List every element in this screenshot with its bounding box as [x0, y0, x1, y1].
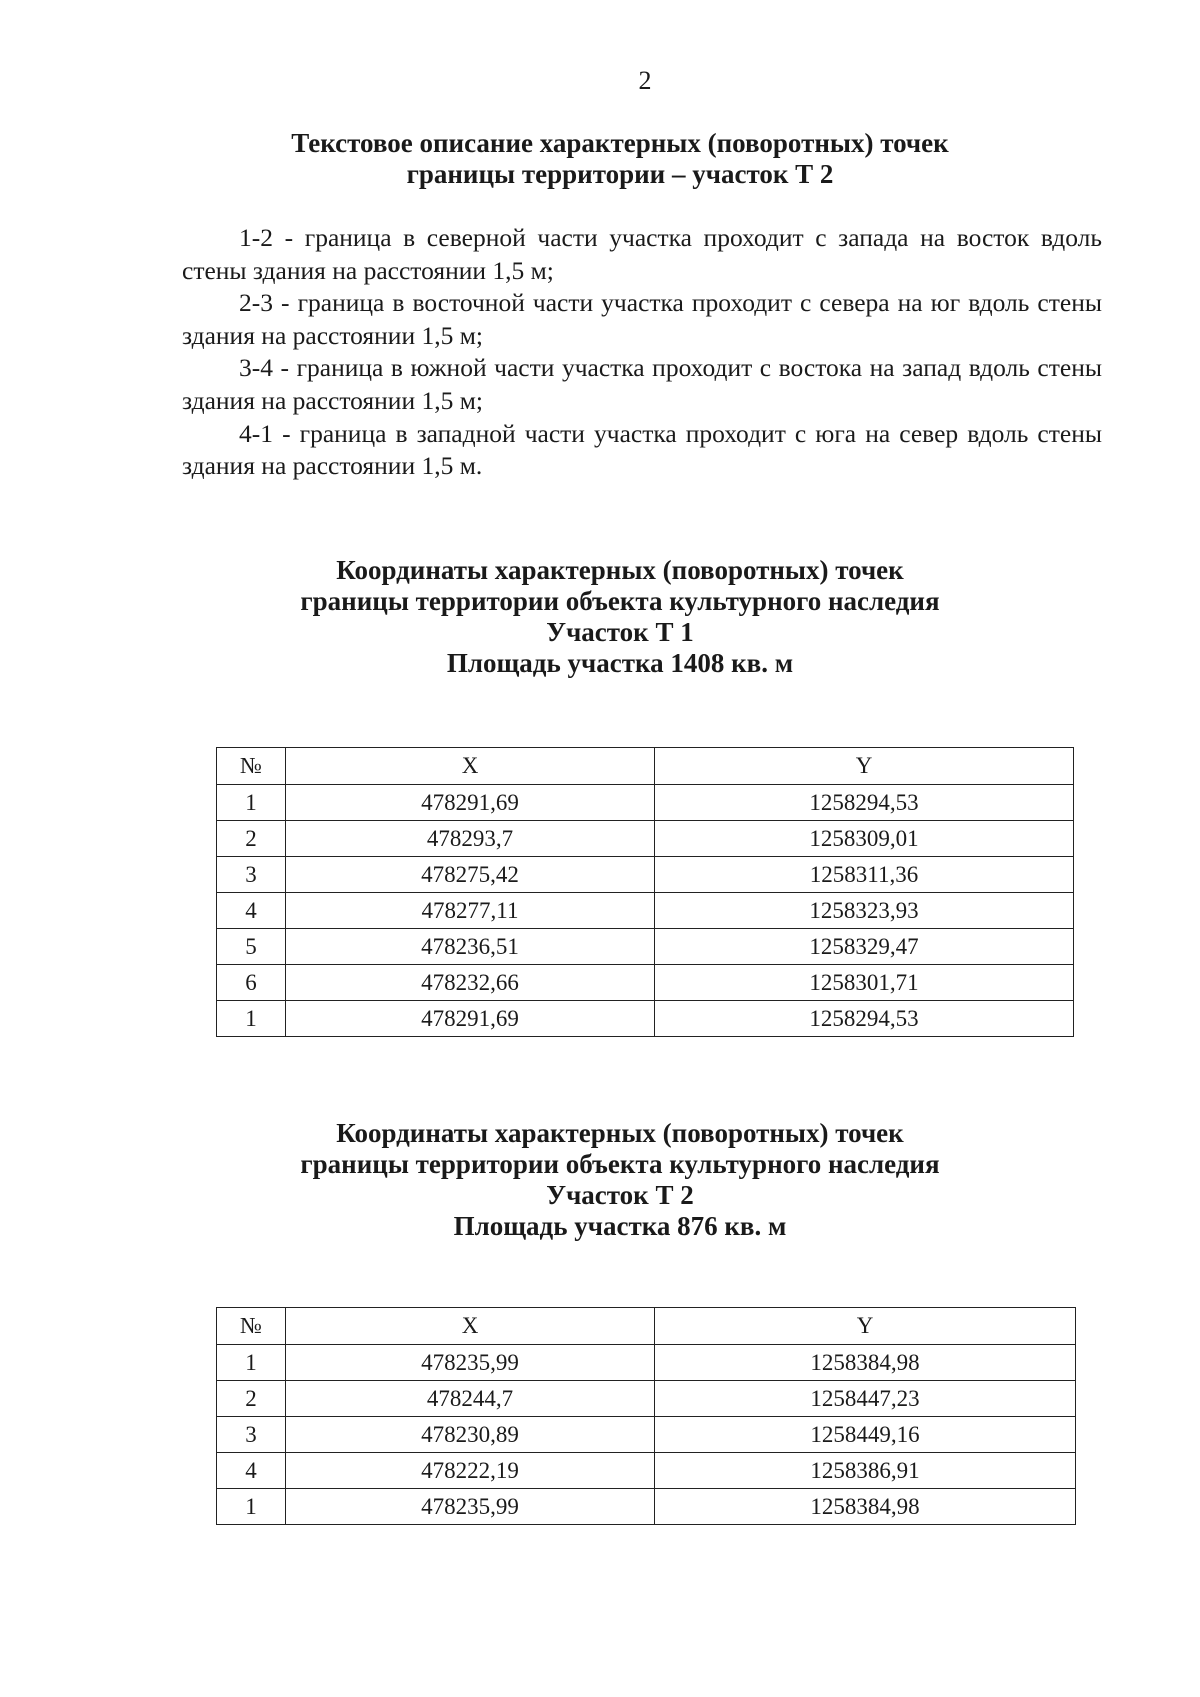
x-coordinate: 478230,89	[286, 1417, 655, 1453]
point-number: 1	[217, 1489, 286, 1525]
y-coordinate: 1258323,93	[655, 893, 1074, 929]
table-row	[217, 821, 1074, 857]
y-coordinate: 1258294,53	[655, 1001, 1074, 1037]
table-header-row	[217, 1308, 1076, 1345]
point-number: 2	[217, 821, 286, 857]
x-coordinate: 478275,42	[286, 857, 655, 893]
description-title-line: границы территории – участок Т 2	[406, 159, 834, 189]
x-coordinate: 478244,7	[286, 1381, 655, 1417]
table-row	[217, 1381, 1076, 1417]
x-coordinate: 478235,99	[286, 1345, 655, 1381]
x-coordinate: 478277,11	[286, 893, 655, 929]
point-number: 6	[217, 965, 286, 1001]
y-coordinate: 1258309,01	[655, 821, 1074, 857]
y-coordinate: 1258311,36	[655, 857, 1074, 893]
column-header-y: Y	[655, 748, 1074, 785]
boundary-paragraph: 1-2 - граница в северной части участка проходит с запада на восток вдоль стены здания на расстоянии 1,5 м;	[182, 223, 1102, 285]
y-coordinate: 1258384,98	[655, 1489, 1076, 1525]
plot-t2-title-line: Участок Т 2	[546, 1180, 694, 1210]
table-row	[217, 1453, 1076, 1489]
plot-t1-coordinates-table	[216, 747, 1074, 1037]
table-row	[217, 1489, 1076, 1525]
column-header-number: №	[217, 1308, 286, 1345]
y-coordinate: 1258329,47	[655, 929, 1074, 965]
plot-t2-title-line: Координаты характерных (поворотных) точек	[336, 1118, 904, 1148]
column-header-y: Y	[655, 1308, 1076, 1345]
plot-t1-title-line: границы территории объекта культурного наследия	[300, 586, 940, 616]
y-coordinate: 1258386,91	[655, 1453, 1076, 1489]
point-number: 2	[217, 1381, 286, 1417]
boundary-description	[182, 222, 1102, 483]
boundary-paragraph: 4-1 - граница в западной части участка проходит с юга на север вдоль стены здания на расстоянии 1,5 м.	[182, 418, 1102, 481]
x-coordinate: 478291,69	[286, 1001, 655, 1037]
y-coordinate: 1258449,16	[655, 1417, 1076, 1453]
point-number: 4	[217, 1453, 286, 1489]
y-coordinate: 1258384,98	[655, 1345, 1076, 1381]
table-row	[217, 857, 1074, 893]
boundary-paragraph: 3-4 - граница в южной части участка проходит с востока на запад вдоль стены здания на расстоянии 1,5 м;	[182, 353, 1102, 415]
y-coordinate: 1258447,23	[655, 1381, 1076, 1417]
plot-t2-area: Площадь участка 876 кв. м	[453, 1211, 787, 1241]
table-row	[217, 1345, 1076, 1381]
column-header-x: X	[286, 748, 655, 785]
point-number: 1	[217, 1001, 286, 1037]
point-number: 4	[217, 893, 286, 929]
description-title-line: Текстовое описание характерных (поворотных) точек	[291, 128, 949, 158]
table-row	[217, 1001, 1074, 1037]
y-coordinate: 1258301,71	[655, 965, 1074, 1001]
x-coordinate: 478291,69	[286, 785, 655, 821]
y-coordinate: 1258294,53	[655, 785, 1074, 821]
plot-t2-coordinates-table	[216, 1307, 1076, 1525]
plot-t2-title	[0, 1118, 1200, 1242]
point-number: 3	[217, 857, 286, 893]
x-coordinate: 478232,66	[286, 965, 655, 1001]
plot-t1-title-line: Координаты характерных (поворотных) точек	[336, 555, 904, 585]
boundary-paragraph: 2-3 - граница в восточной части участка проходит с севера на юг вдоль стены здания на расстоянии 1,5 м;	[182, 288, 1102, 350]
column-header-number: №	[217, 748, 286, 785]
table-row	[217, 965, 1074, 1001]
plot-t1-title-line: Участок Т 1	[546, 617, 694, 647]
table-row	[217, 893, 1074, 929]
x-coordinate: 478293,7	[286, 821, 655, 857]
x-coordinate: 478222,19	[286, 1453, 655, 1489]
description-title	[0, 128, 1200, 190]
point-number: 5	[217, 929, 286, 965]
page-number: 2	[638, 66, 652, 95]
plot-t1-title	[0, 555, 1200, 679]
point-number: 1	[217, 785, 286, 821]
plot-t1-area: Площадь участка 1408 кв. м	[446, 648, 794, 678]
point-number: 3	[217, 1417, 286, 1453]
point-number: 1	[217, 1345, 286, 1381]
table-row	[217, 1417, 1076, 1453]
x-coordinate: 478236,51	[286, 929, 655, 965]
column-header-x: X	[286, 1308, 655, 1345]
plot-t2-title-line: границы территории объекта культурного наследия	[300, 1149, 940, 1179]
x-coordinate: 478235,99	[286, 1489, 655, 1525]
table-header-row	[217, 748, 1074, 785]
table-row	[217, 785, 1074, 821]
table-row	[217, 929, 1074, 965]
